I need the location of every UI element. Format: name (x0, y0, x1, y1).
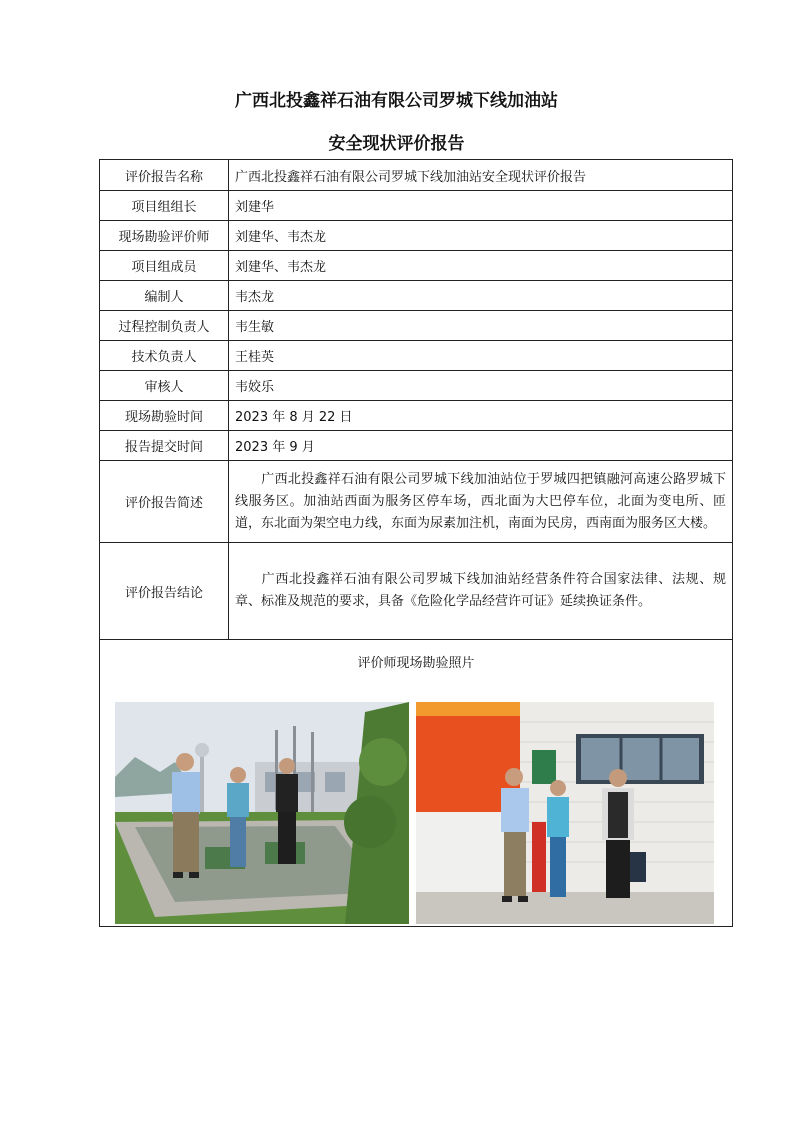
table-row (100, 191, 733, 221)
summary-cell (229, 461, 733, 543)
row-label: 评价报告名称 (100, 160, 229, 191)
row-value: 王桂英 (229, 341, 733, 371)
site-photo-indoor (416, 702, 714, 924)
table-row (100, 160, 733, 191)
summary-label: 评价报告简述 (100, 461, 229, 543)
summary-text: 广西北投鑫祥石油有限公司罗城下线加油站位于罗城四把镇融河高速公路罗城下线服务区。加油站西面为服务区停车场，西北面为大巴停车位，北面为变电所、匝道，东北面为架空电力线，东面为尿素加注机，南面为民房，西南面为服务区大楼。 (235, 471, 726, 531)
table-row (100, 431, 733, 461)
site-photo-outdoor (115, 702, 409, 924)
conclusion-text: 广西北投鑫祥石油有限公司罗城下线加油站经营条件符合国家法律、法规、规章、标准及规范的要求，具备《危险化学品经营许可证》延续换证条件。 (235, 572, 726, 609)
photos-cell (100, 640, 733, 927)
row-label: 编制人 (100, 281, 229, 311)
row-label: 报告提交时间 (100, 431, 229, 461)
row-label: 现场勘验评价师 (100, 221, 229, 251)
row-label: 审核人 (100, 371, 229, 401)
document-subtitle: 安全现状评价报告 (328, 134, 465, 154)
row-value: 韦杰龙 (229, 281, 733, 311)
row-value: 韦生敏 (229, 311, 733, 341)
row-value: 广西北投鑫祥石油有限公司罗城下线加油站安全现状评价报告 (229, 160, 733, 191)
row-value: 韦姣乐 (229, 371, 733, 401)
conclusion-cell (229, 543, 733, 640)
row-value: 刘建华、韦杰龙 (229, 221, 733, 251)
row-label: 现场勘验时间 (100, 401, 229, 431)
table-row (100, 371, 733, 401)
table-row (100, 281, 733, 311)
row-label: 项目组成员 (100, 251, 229, 281)
row-label: 过程控制负责人 (100, 311, 229, 341)
conclusion-label: 评价报告结论 (100, 543, 229, 640)
row-label: 技术负责人 (100, 341, 229, 371)
photos-row (100, 640, 733, 927)
document-title: 广西北投鑫祥石油有限公司罗城下线加油站 (235, 91, 558, 111)
photos-caption: 评价师现场勘验照片 (357, 656, 475, 671)
table-row (100, 221, 733, 251)
site-photo-indoor-image (416, 702, 714, 924)
row-label: 项目组组长 (100, 191, 229, 221)
conclusion-row (100, 543, 733, 640)
row-value: 刘建华、韦杰龙 (229, 251, 733, 281)
row-value: 2023 年 9 月 (229, 431, 733, 461)
table-row (100, 401, 733, 431)
report-table (99, 159, 733, 927)
table-row (100, 341, 733, 371)
summary-row (100, 461, 733, 543)
table-row (100, 311, 733, 341)
row-value: 刘建华 (229, 191, 733, 221)
site-photo-outdoor-image (115, 702, 409, 924)
table-row (100, 251, 733, 281)
row-value: 2023 年 8 月 22 日 (229, 401, 733, 431)
